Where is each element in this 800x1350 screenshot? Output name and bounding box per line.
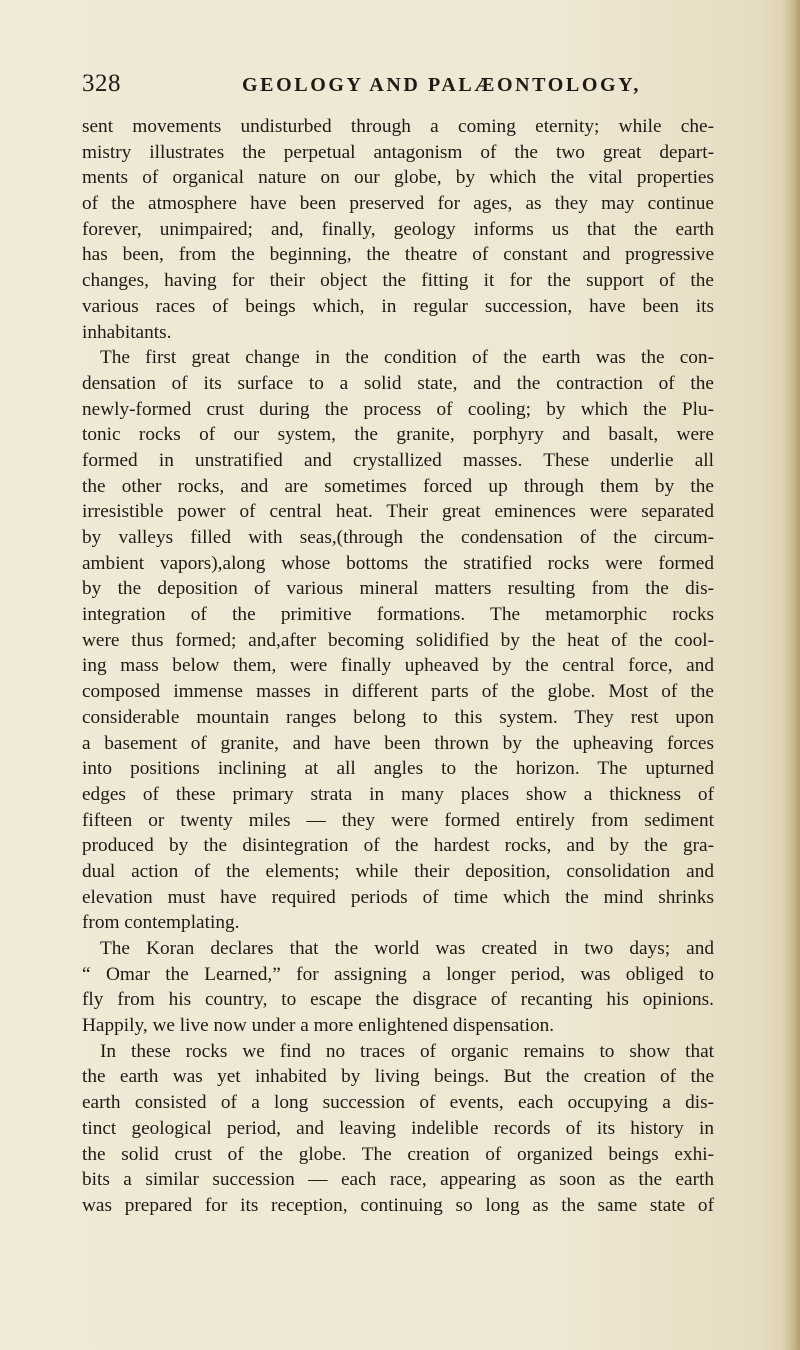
text-line: The Koran declares that the world was created in two days; and: [100, 938, 714, 959]
body-text: [82, 114, 714, 1219]
text-line: tonic rocks of our system, the granite, porphyry and basalt, were: [82, 424, 714, 446]
text-line: by valleys filled with seas,(through the condensation of the circum-: [82, 527, 714, 548]
page-header: [0, 70, 800, 104]
text-line: fifteen or twenty miles — they were formed entirely from sediment: [82, 809, 714, 831]
text-line: from contemplating.: [82, 912, 240, 934]
text-line: changes, having for their object the fitting it for the support of the: [82, 270, 714, 292]
text-line: densation of its surface to a solid state, and the contraction of the: [82, 372, 714, 394]
text-line: Happily, we live now under a more enlightened dispensation.: [82, 1015, 555, 1037]
text-line: sent movements undisturbed through a coming eternity; while che-: [82, 116, 714, 137]
text-line: was prepared for its reception, continuing so long as the same state of: [82, 1194, 714, 1216]
text-line: bits a similar succession — each race, appearing as soon as the earth: [82, 1169, 714, 1191]
text-line: dual action of the elements; while their deposition, consolidation and: [82, 860, 714, 882]
text-line: composed immense masses in different parts of the globe. Most of the: [82, 681, 714, 703]
text-line: edges of these primary strata in many places show a thickness of: [82, 783, 714, 805]
text-line: In these rocks we find no traces of organic remains to show that: [100, 1040, 714, 1062]
text-line: a basement of granite, and have been thrown by the upheaving forces: [82, 732, 714, 754]
text-line: the earth was yet inhabited by living beings. But the creation of the: [82, 1066, 714, 1088]
text-line: ments of organical nature on our globe, by which the vital properties: [82, 167, 714, 189]
text-line: The first great change in the condition of the earth was the con-: [100, 347, 714, 369]
text-line: irresistible power of central heat. Their great eminences were separated: [82, 501, 714, 523]
text-line: into positions inclining at all angles to the horizon. The upturned: [82, 758, 714, 780]
text-line: the solid crust of the globe. The creation of organized beings exhi-: [82, 1143, 714, 1165]
text-line: ambient vapors),along whose bottoms the stratified rocks were formed: [82, 552, 714, 574]
text-line: by the deposition of various mineral matters resulting from the dis-: [82, 578, 714, 600]
text-line: tinct geological period, and leaving indelible records of its history in: [82, 1117, 714, 1139]
text-line: produced by the disintegration of the hardest rocks, and by the gra-: [82, 835, 714, 857]
text-line: were thus formed; and,after becoming solidified by the heat of the cool-: [82, 629, 714, 651]
text-line: considerable mountain ranges belong to this system. They rest upon: [82, 706, 714, 728]
running-head: GEOLOGY AND PALÆONTOLOGY,: [242, 74, 641, 96]
text-line: elevation must have required periods of time which the mind shrinks: [82, 886, 714, 908]
text-line: integration of the primitive formations. The metamorphic rocks: [82, 604, 714, 626]
text-line: earth consisted of a long succession of events, each occupying a dis-: [82, 1092, 714, 1114]
text-line: has been, from the beginning, the theatre of constant and progressive: [82, 244, 714, 266]
text-line: the other rocks, and are sometimes forced up through them by the: [82, 475, 714, 497]
text-line: forever, unimpaired; and, finally, geology informs us that the earth: [82, 218, 714, 240]
text-line: fly from his country, to escape the disgrace of recanting his opinions.: [82, 989, 714, 1011]
text-line: inhabitants.: [82, 321, 172, 343]
text-line: newly-formed crust during the process of cooling; by which the Plu-: [82, 398, 714, 420]
page-number: 328: [82, 70, 121, 97]
text-line: of the atmosphere have been preserved for ages, as they may continue: [82, 193, 714, 215]
text-line: mistry illustrates the perpetual antagonism of the two great depart-: [82, 141, 714, 163]
text-line: ing mass below them, were finally upheaved by the central force, and: [82, 655, 714, 677]
text-line: formed in unstratified and crystallized masses. These underlie all: [82, 449, 714, 471]
text-line: “ Omar the Learned,” for assigning a longer period, was obliged to: [82, 963, 714, 985]
page-edge-shadow: [782, 0, 800, 1350]
text-line: various races of beings which, in regular succession, have been its: [82, 295, 714, 317]
